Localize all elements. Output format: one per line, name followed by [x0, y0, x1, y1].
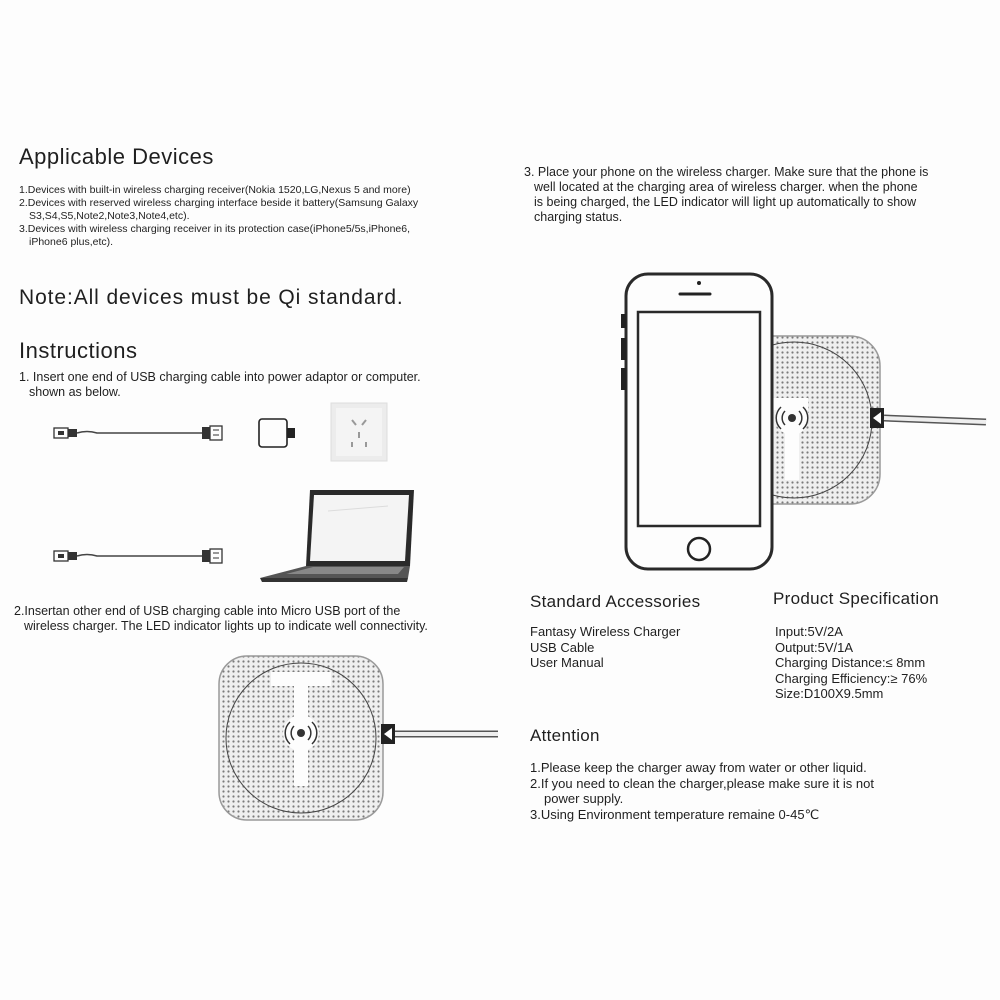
instruction-step-1: 1. Insert one end of USB charging cable into power adaptor or computer. shown as below.: [19, 370, 421, 399]
laptop-illustration: [258, 486, 418, 586]
list-item: Input:5V/2A: [775, 624, 843, 639]
accessories-list: [530, 624, 680, 671]
wall-socket-icon: [330, 402, 388, 462]
list-item: User Manual: [530, 655, 604, 670]
product-specification-heading: Product Specification: [773, 589, 939, 608]
list-item: USB Cable: [530, 639, 595, 655]
spec-list: [775, 624, 927, 702]
list-item: Size:D100X9.5mm: [775, 686, 884, 701]
applicable-devices-list: [19, 184, 499, 249]
list-item: 1.Devices with built-in wireless charging receiver(Nokia 1520,LG,Nexus 5 and more): [19, 184, 411, 196]
list-item: Charging Distance:≤ 8mm: [775, 655, 926, 670]
wireless-charger-illustration: [216, 654, 502, 822]
phone-on-charger-illustration: [600, 270, 990, 575]
list-item: 2.If you need to clean the charger,please make sure it is not power supply.: [530, 775, 874, 806]
usb-cable-illustration: [52, 420, 224, 446]
list-item: Fantasy Wireless Charger: [530, 624, 681, 639]
list-item: Charging Efficiency:≥ 76%: [775, 670, 928, 686]
instruction-step-3: 3. Place your phone on the wireless charger. Make sure that the phone is well located at the charging area of wireless charger. when the phone is being charged, the LED indicator will light up automatically to show charging status.: [524, 165, 929, 224]
instruction-step-2: 2.Insertan other end of USB charging cable into Micro USB port of the wireless charger. The LED indicator lights up to indicate well connectivity.: [14, 604, 428, 633]
list-item: 3.Devices with wireless charging receiver in its protection case(iPhone5/5s,iPhone6, iPhone6 plus,etc).: [19, 223, 411, 248]
applicable-devices-heading: Applicable Devices: [19, 144, 214, 169]
list-item: 2.Devices with reserved wireless charging interface beside it battery(Samsung Galaxy S3,S4,S5,Note2,Note3,Note4,etc).: [19, 197, 419, 222]
list-item: Output:5V/1A: [775, 639, 854, 655]
power-adaptor-icon: [256, 416, 306, 450]
qi-standard-note: Note:All devices must be Qi standard.: [19, 286, 404, 309]
standard-accessories-heading: Standard Accessories: [530, 592, 701, 611]
usb-cable-illustration: [52, 543, 224, 569]
list-item: 3.Using Environment temperature remaine 0-45℃: [530, 806, 820, 822]
instructions-heading: Instructions: [19, 338, 138, 363]
list-item: 1.Please keep the charger away from water or other liquid.: [530, 760, 867, 775]
attention-list: [530, 760, 980, 822]
attention-heading: Attention: [530, 726, 600, 745]
